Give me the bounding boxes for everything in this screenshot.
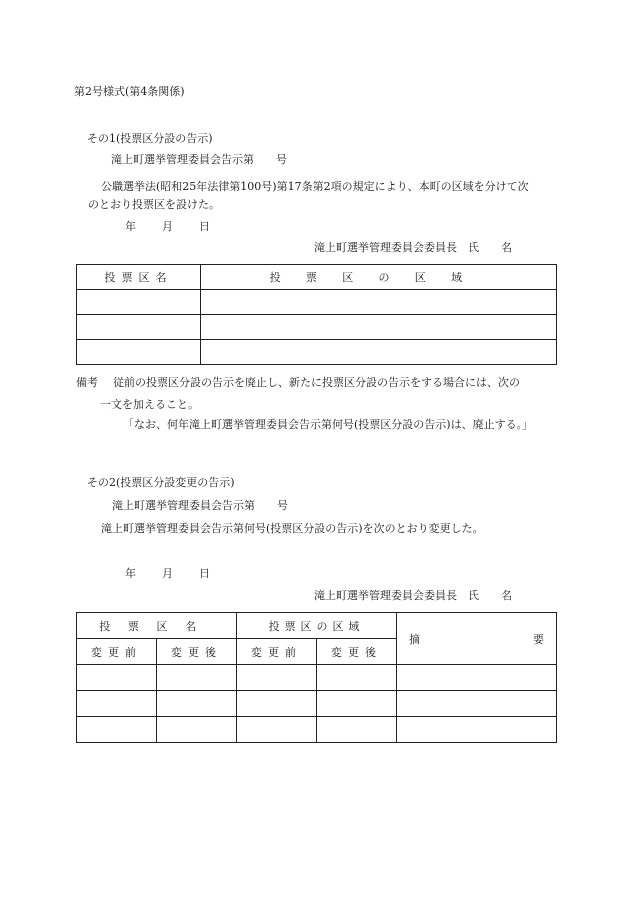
part1-date-year: 年 <box>125 220 136 233</box>
table-header-row <box>77 613 557 639</box>
table-header-district-area: 投票区の区域 <box>237 613 397 639</box>
table-cell <box>397 691 557 717</box>
table-header-area-after: 変更後 <box>317 639 397 665</box>
table-header-summary: 摘 要 <box>397 613 557 665</box>
part1-heading: その1(投票区分設の告示) <box>87 132 213 145</box>
part2-table <box>76 612 557 743</box>
part1-body-line2: のとおり投票区を設けた。 <box>88 198 220 211</box>
table-cell <box>237 665 317 691</box>
part2-notice-number: 滝上町選挙管理委員会告示第 号 <box>112 499 288 512</box>
table-cell <box>77 691 157 717</box>
part1-table <box>76 264 557 365</box>
table-cell <box>237 717 317 743</box>
table-header-district-name: 投票区名 <box>77 265 201 290</box>
table-cell <box>317 717 397 743</box>
table-header-name-after: 変更後 <box>157 639 237 665</box>
part2-body: 滝上町選挙管理委員会告示第何号(投票区分設の告示)を次のとおり変更した。 <box>101 522 484 535</box>
table-row <box>77 315 557 340</box>
part1-body-line1: 公職選挙法(昭和25年法律第100号)第17条第2項の規定により、本町の区域を分けて次 <box>101 180 529 193</box>
table-cell <box>77 315 201 340</box>
table-cell <box>237 691 317 717</box>
table-header-district-name: 投票区名 <box>77 613 237 639</box>
part1-signature: 滝上町選挙管理委員会委員長 氏 名 <box>314 241 512 254</box>
remarks-quote: 「なお、何年滝上町選挙管理委員会告示第何号(投票区分設の告示)は、廃止する。」 <box>123 418 534 431</box>
table-cell <box>317 665 397 691</box>
table-row <box>77 717 557 743</box>
table-cell <box>201 340 557 365</box>
part2-heading: その2(投票区分設変更の告示) <box>87 476 235 489</box>
table-header-name-before: 変更前 <box>77 639 157 665</box>
part1-notice-number: 滝上町選挙管理委員会告示第 号 <box>111 153 287 166</box>
remarks-line1: 従前の投票区分設の告示を廃止し、新たに投票区分設の告示をする場合には、次の <box>113 376 520 389</box>
table-cell <box>157 665 237 691</box>
table-cell <box>397 665 557 691</box>
table-cell <box>397 717 557 743</box>
table-cell <box>201 290 557 315</box>
form-title: 第2号様式(第4条関係) <box>74 85 185 98</box>
part2-signature: 滝上町選挙管理委員会委員長 氏 名 <box>314 589 512 602</box>
remarks-line2: 一文を加えること。 <box>100 398 199 411</box>
part2-date-month: 月 <box>162 567 173 580</box>
table-cell <box>77 340 201 365</box>
remarks-label: 備考 <box>76 376 98 389</box>
part1-date-month: 月 <box>162 220 173 233</box>
table-header-district-area: 投票区の区域 <box>201 265 557 290</box>
table-cell <box>77 717 157 743</box>
table-row <box>77 290 557 315</box>
table-cell <box>157 717 237 743</box>
table-cell <box>77 665 157 691</box>
table-cell <box>77 290 201 315</box>
table-row <box>77 691 557 717</box>
part2-date-day: 日 <box>199 567 210 580</box>
table-cell <box>317 691 397 717</box>
table-cell <box>201 315 557 340</box>
table-header-area-before: 変更前 <box>237 639 317 665</box>
table-row <box>77 340 557 365</box>
part2-date-year: 年 <box>125 567 136 580</box>
part1-date-day: 日 <box>199 220 210 233</box>
table-row <box>77 665 557 691</box>
table-cell <box>157 691 237 717</box>
table-header-row <box>77 265 557 290</box>
